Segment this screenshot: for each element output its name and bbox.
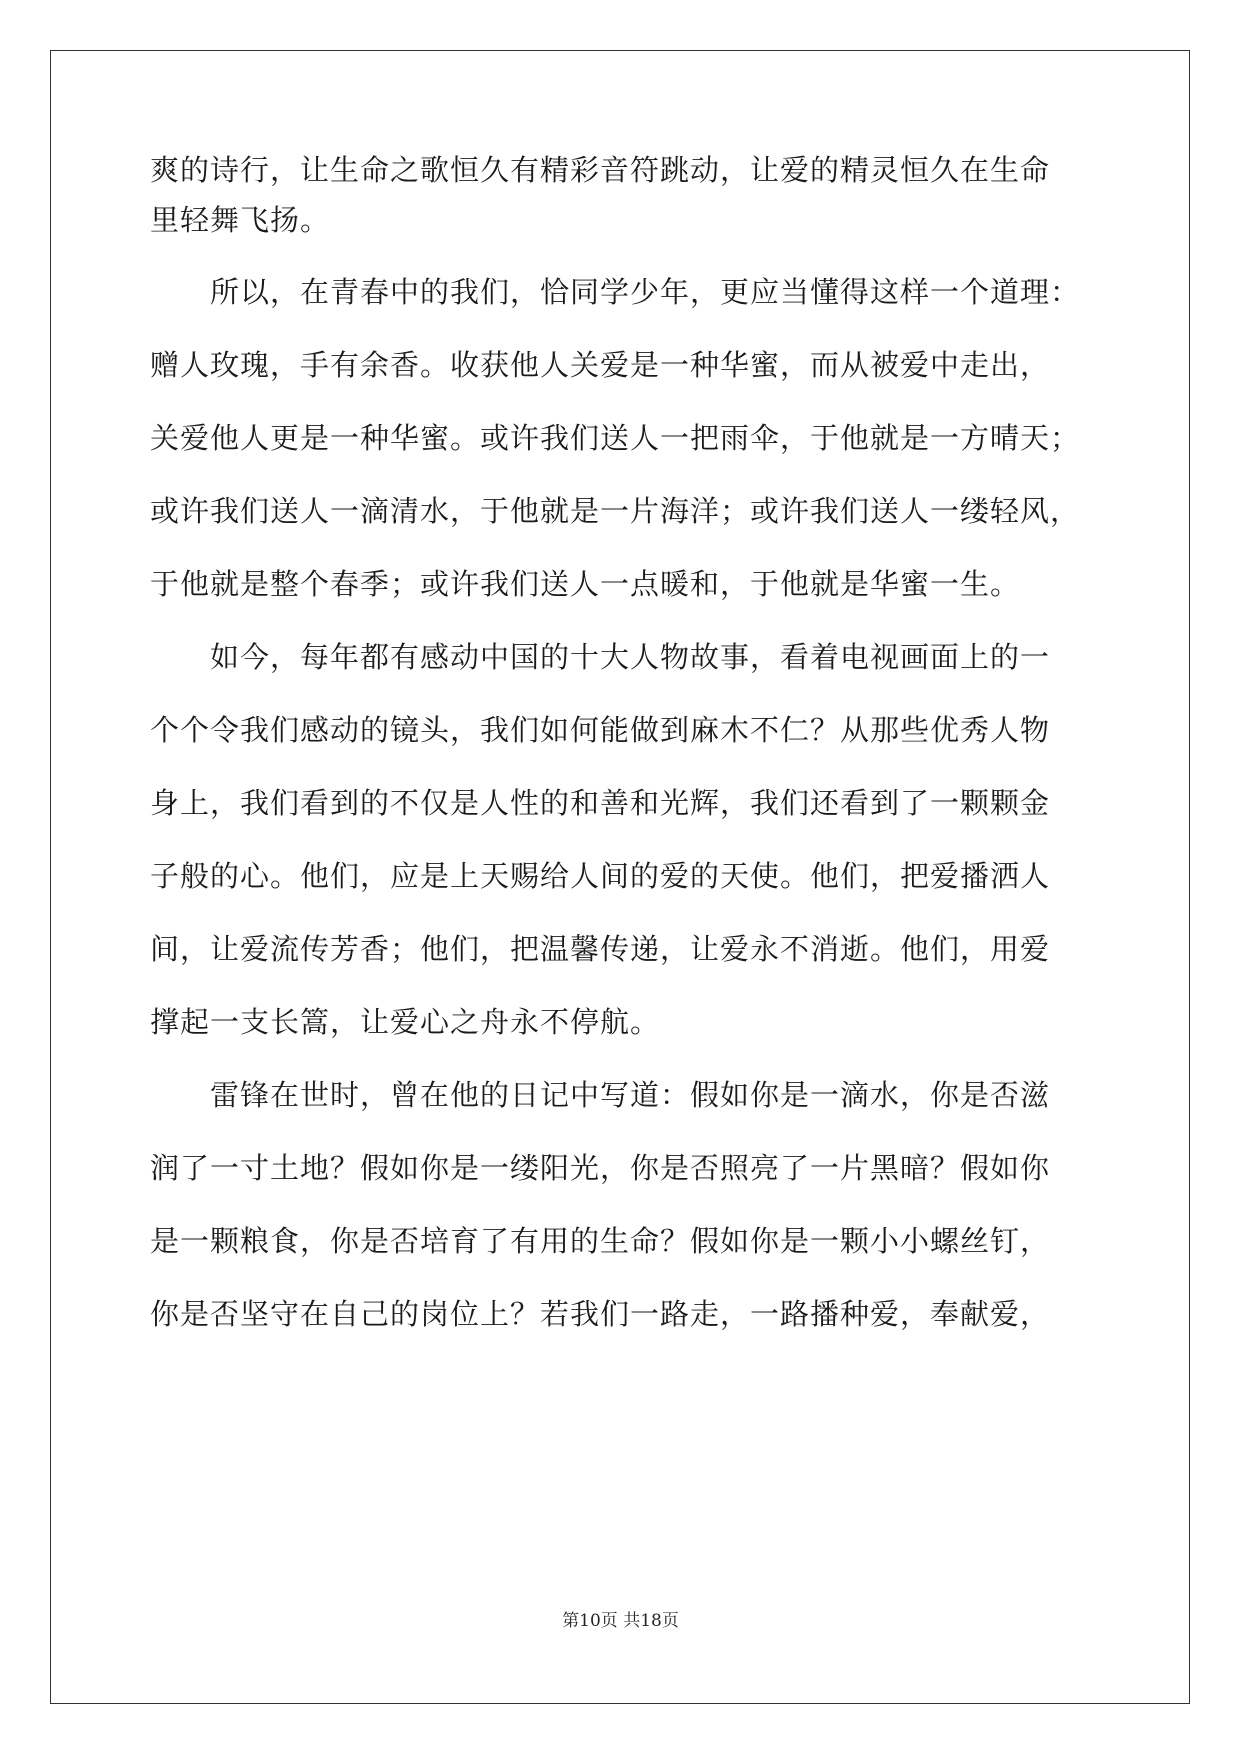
text-line: 或许我们送人一滴清水，于他就是一片海洋；或许我们送人一缕轻风， [150, 494, 1081, 528]
text-line: 你是否坚守在自己的岗位上？若我们一路走，一路播种爱，奉献爱， [150, 1297, 1051, 1331]
page-number: 第10页 共18页 [562, 1611, 679, 1631]
text-line: 赠人玫瑰，手有余香。收获他人关爱是一种华蜜，而从被爱中走出， [150, 348, 1051, 382]
text-line: 关爱他人更是一种华蜜。或许我们送人一把雨伞，于他就是一方晴天； [150, 421, 1081, 455]
text-line: 身上，我们看到的不仅是人性的和善和光辉，我们还看到了一颗颗金 [150, 786, 1051, 820]
text-line: 爽的诗行，让生命之歌恒久有精彩音符跳动，让爱的精灵恒久在生命 [150, 153, 1051, 187]
text-line: 里轻舞飞扬。 [150, 203, 331, 237]
text-line: 所以，在青春中的我们，恰同学少年，更应当懂得这样一个道理： [210, 275, 1081, 309]
text-line: 个个令我们感动的镜头，我们如何能做到麻木不仁？从那些优秀人物 [150, 713, 1051, 747]
text-line: 润了一寸土地？假如你是一缕阳光，你是否照亮了一片黑暗？假如你 [150, 1151, 1051, 1185]
text-line: 是一颗粮食，你是否培育了有用的生命？假如你是一颗小小螺丝钉， [150, 1224, 1051, 1258]
text-line: 如今，每年都有感动中国的十大人物故事，看着电视画面上的一 [210, 640, 1051, 674]
text-line: 间，让爱流传芳香；他们，把温馨传递，让爱永不消逝。他们，用爱 [150, 932, 1051, 966]
text-line: 雷锋在世时，曾在他的日记中写道：假如你是一滴水，你是否滋 [210, 1078, 1051, 1112]
text-line: 子般的心。他们，应是上天赐给人间的爱的天使。他们，把爱播洒人 [150, 859, 1051, 893]
text-line: 于他就是整个春季；或许我们送人一点暖和，于他就是华蜜一生。 [150, 567, 1021, 601]
text-line: 撑起一支长篙，让爱心之舟永不停航。 [150, 1005, 661, 1039]
